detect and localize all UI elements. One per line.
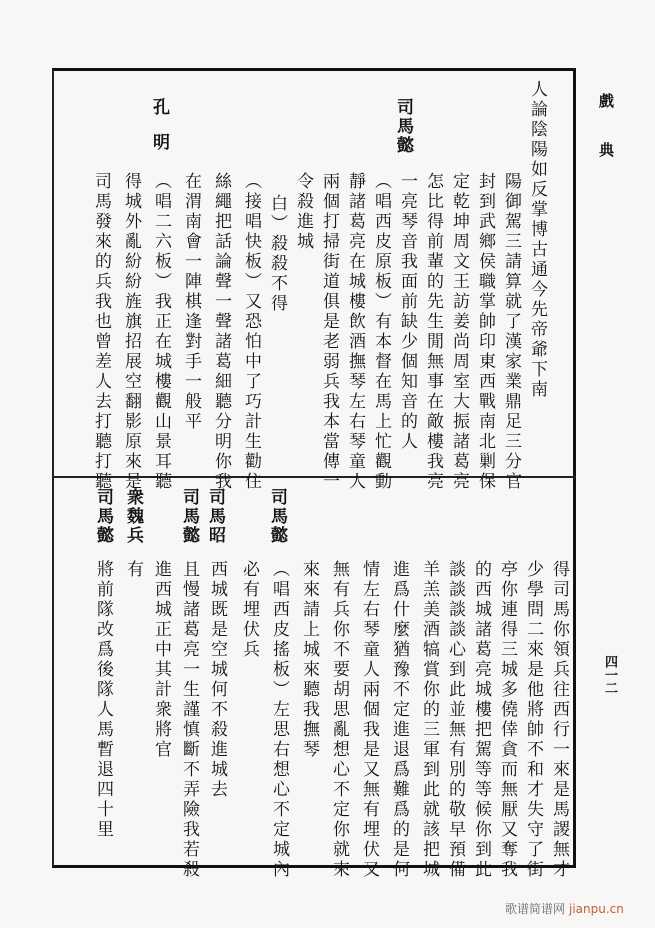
text-line: 進西城正中其計衆將官 (151, 560, 171, 760)
text-line: 陽御駕三請算就了漢家業鼎足三分官 (501, 172, 521, 492)
text-line: 談談談談心到此並無有別的敬早預備 (445, 560, 465, 880)
speaker-sima-zhao: 司馬昭 (205, 488, 225, 545)
text-line: 得司馬你領兵往西行一來是馬謖無才 (549, 560, 569, 880)
text-line: （唱二六板）我正在城樓觀山景耳聽 (151, 172, 171, 492)
text-line: 來來請上城來聽我撫琴 (299, 560, 319, 760)
text-line: 一亮琴音我面前缺少個知音的人 (397, 172, 417, 452)
speaker-wei-soldiers: 衆魏兵 (123, 488, 143, 545)
speaker-sima-yi: 司馬懿 (179, 488, 199, 545)
text-line: 情左右琴童人兩個我是又無有埋伏又 (359, 560, 379, 880)
speaker-sima-yi: 司馬懿 (267, 488, 287, 545)
watermark (505, 900, 624, 917)
speaker-sima-yi: 司馬懿 (93, 488, 113, 545)
text-line: 少學問二來是他將帥不和才失守了街 (523, 560, 543, 880)
text-line: 定乾坤周文王訪姜尚周室大振諸葛亮 (449, 172, 469, 492)
text-line: 有 (123, 560, 143, 580)
text-line: 亭你連得三城多僥倖貪而無厭又奪我 (497, 560, 517, 880)
page-number: 四一二 (602, 655, 617, 694)
speaker-sima-yi: 司馬懿 (393, 98, 413, 155)
text-line: 絲繩把話論聲一聲諸葛細聽分明你我 (211, 172, 231, 492)
book-title: 戲典 (597, 93, 615, 191)
text-line: 在渭南會一陣棋逢對手一般平 (181, 172, 201, 432)
text-line: 無有兵你不要胡思亂想心不定你就來 (329, 560, 349, 880)
text-line: 封到武鄉侯職掌帥印東西戰南北剿保 (475, 172, 495, 492)
text-line: 白）殺殺不得 (267, 194, 287, 314)
text-line: 進爲什麼猶豫不定進退爲難爲的是何 (389, 560, 409, 880)
watermark-text: 歌谱简谱网 (505, 902, 566, 916)
text-line: 的西城諸葛亮城樓把駕等等候你到此 (471, 560, 491, 880)
text-line: 司馬發來的兵我也曾差人去打聽打聽 (91, 172, 111, 492)
text-line: （唱西皮原板）有本督在馬上忙觀動 (371, 172, 391, 492)
text-line: 人論陰陽如反掌博古通今先帝爺下南 (527, 80, 547, 400)
text-line: （接唱快板）又恐怕中了巧計生勸住 (241, 172, 261, 492)
text-line: 令殺進城 (293, 172, 313, 252)
text-line: 得城外亂紛紛旌旗招展空翻影原來是 (121, 172, 141, 492)
text-line: 必有埋伏兵 (239, 560, 259, 660)
text-line: （唱西皮搖板）左思右想心不定城內 (269, 560, 289, 880)
text-line: 靜諸葛亮在城樓飲酒撫琴左右琴童人 (345, 172, 365, 492)
text-line: 羊羔美酒犒賞你的三軍到此就該把城 (419, 560, 439, 880)
watermark-domain: jianpu.cn (569, 902, 624, 916)
text-line: 怎比得前輩的先生閒無事在敵樓我亮 (423, 172, 443, 492)
text-line: 兩個打掃街道俱是老弱兵我本當傳一 (319, 172, 339, 492)
speaker-kong-ming: 孔明 (149, 98, 169, 168)
text-line: 且慢諸葛亮一生謹慎斷不弄險我若殺 (179, 560, 199, 880)
text-line: 將前隊改爲後隊人馬暫退四十里 (93, 560, 113, 840)
text-line: 西城既是空城何不殺進城去 (207, 560, 227, 800)
